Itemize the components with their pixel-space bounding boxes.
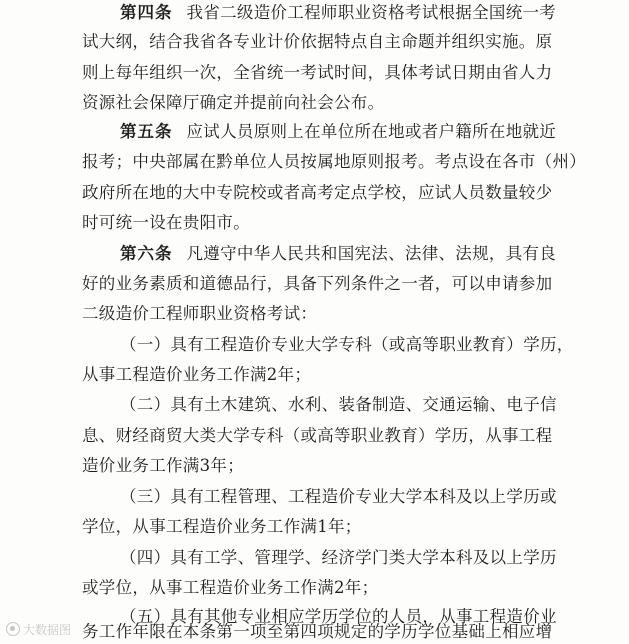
watermark — [6, 618, 71, 640]
watermark-logo-icon — [6, 622, 20, 636]
item2-line3: 造价业务工作满3年； — [82, 456, 244, 475]
article4-text-line2: 试大纲，结合我省各专业计价依据特点自主命题并组织实施。原 — [82, 32, 553, 51]
article5-text-line2: 报考；中央部属在黔单位人员按属地原则报考。考点设在各市（州） — [82, 152, 586, 171]
watermark-text: 大数据图 — [23, 622, 72, 637]
item5-line2: 务工作年限在本条第一项至第四项规定的学历学位基础上相应增 — [82, 622, 553, 641]
article5-text-line4: 时可统一设在贵阳市。 — [82, 213, 250, 232]
item3-line1: （三）具有工程管理、工程造价专业大学本科及以上学历或 — [120, 487, 557, 506]
article5-heading: 第五条 — [120, 122, 173, 141]
article5-first-line — [120, 120, 556, 144]
article4-text-line4: 资源社会保障厅确定并提前向社会公布。 — [82, 93, 385, 112]
article4-text-line1: 我省二级造价工程师职业资格考试根据全国统一考 — [186, 3, 557, 22]
item2-line2: 息、财经商贸大类大学专科（或高等职业教育）学历，从事工程 — [82, 426, 553, 445]
article6-text-line1: 凡遵守中华人民共和国宪法、法律、法规，具有良 — [186, 244, 557, 263]
article5-text-line3: 政府所在地的大中专院校或者高考定点学校，应试人员数量较少 — [82, 183, 553, 202]
item3-line2: 学位，从事工程造价业务工作满1年； — [82, 517, 362, 536]
item1-line1: （一）具有工程造价专业大学专科（或高等职业教育）学历， — [120, 335, 574, 354]
item5-line1: （五）具有其他专业相应学历学位的人员，从事工程造价业 — [120, 607, 557, 626]
article6-text-line3: 二级造价工程师职业资格考试： — [82, 304, 318, 323]
article4-first-line — [120, 1, 556, 25]
item1-line2: 从事工程造价业务工作满2年； — [82, 365, 312, 384]
article4-heading: 第四条 — [120, 3, 173, 22]
item2-line1: （二）具有土木建筑、水利、装备制造、交通运输、电子信 — [120, 395, 557, 414]
item4-line1: （四）具有工学、管理学、经济学门类大学本科及以上学历 — [120, 548, 557, 567]
article6-first-line — [120, 242, 556, 266]
article5-text-line1: 应试人员原则上在单位所在地或者户籍所在地就近 — [186, 122, 557, 141]
article4-text-line3: 则上每年组织一次，全省统一考试时间，具体考试日期由省人力 — [82, 63, 553, 82]
article6-text-line2: 好的业务素质和道德品行，具备下列条件之一者，可以申请参加 — [82, 274, 553, 293]
article6-heading: 第六条 — [120, 244, 173, 263]
item4-line2: 或学位，从事工程造价业务工作满2年； — [82, 578, 379, 597]
